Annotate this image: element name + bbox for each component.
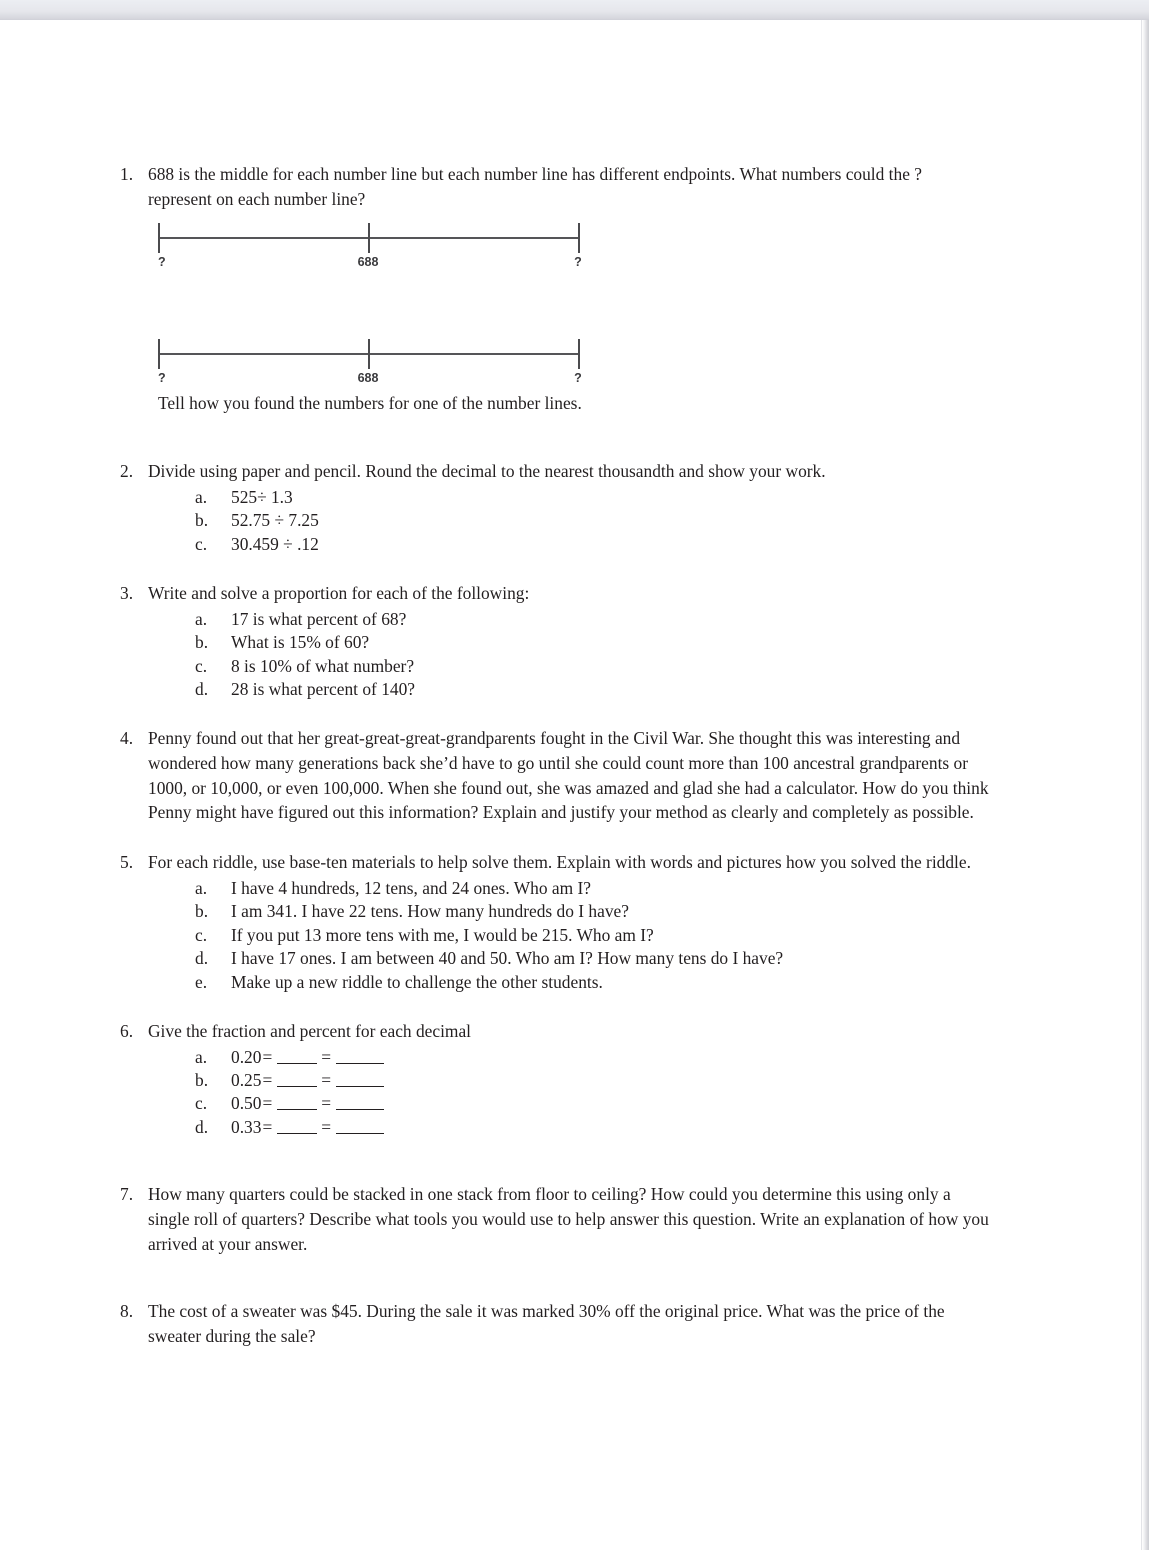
sub-item-letter: d. [195, 678, 209, 699]
question-6-text: Give the fraction and percent for each decimal [148, 1020, 472, 1041]
sub-item-letter: e. [195, 971, 208, 992]
equals-sign: = [262, 1070, 273, 1091]
number-line-2 [158, 337, 580, 371]
list-item [110, 900, 990, 923]
decimal-value: 0.25 [231, 1070, 262, 1091]
sub-item-letter: b. [195, 632, 209, 653]
sub-item-text: I am 341. I have 22 tens. How many hundreds do I have? [231, 901, 629, 922]
sub-item-letter: d. [195, 1116, 209, 1137]
question-1 [110, 162, 990, 211]
question-7 [110, 1182, 990, 1256]
equals-sign: = [321, 1093, 332, 1114]
question-2-text: Divide using paper and pencil. Round the decimal to the nearest thousandth and show your work. [148, 461, 826, 482]
sub-item-text [231, 1069, 990, 1092]
question-3-number: 3. [120, 583, 134, 604]
sub-item-letter: a. [195, 877, 208, 898]
worksheet-content [110, 162, 990, 1349]
sub-item-letter: d. [195, 948, 209, 969]
question-3-text: Write and solve a proportion for each of the following: [148, 583, 530, 604]
sub-item-text: I have 4 hundreds, 12 tens, and 24 ones. Who am I? [231, 877, 591, 898]
sub-item-text: 525÷ 1.3 [231, 486, 293, 507]
list-item [110, 486, 990, 509]
sub-item-letter: a. [195, 608, 208, 629]
number-line-2-left-tick [158, 339, 160, 369]
window-right-chrome-edge [1142, 20, 1149, 1550]
page-sheet [0, 20, 1142, 1550]
number-line-1-middle-tick [368, 223, 370, 253]
fraction-blank-field[interactable] [277, 1063, 317, 1064]
fraction-blank-field[interactable] [277, 1086, 317, 1087]
sub-item-letter: c. [195, 533, 208, 554]
sub-item-letter: c. [195, 924, 208, 945]
sub-item-letter: a. [195, 486, 208, 507]
sub-item-text: 17 is what percent of 68? [231, 608, 407, 629]
question-8-number: 8. [120, 1301, 134, 1322]
question-8 [110, 1299, 990, 1348]
sub-item-letter: a. [195, 1046, 208, 1067]
question-4-text: Penny found out that her great-great-great-grandparents fought in the Civil War. She thought this was interesting and wondered how many generations back she’d have to go until she could count more than 100 ancestral grandparents or 1000, or 10,000, or even 100,000. When she found out, she was amazed and glad she had a calculator. How do you think Penny might have figured out this information? Explain and justify your method as clearly and completely as possible. [148, 728, 989, 823]
number-line-2-right-tick [578, 339, 580, 369]
question-4-number: 4. [120, 728, 134, 749]
number-line-2-middle-tick [368, 339, 370, 369]
question-5 [110, 850, 990, 875]
number-line-2-middle-label: 688 [357, 371, 379, 386]
sub-item-text [231, 1116, 990, 1139]
question-1-text: 688 is the middle for each number line but each number line has different endpoints. What numbers could the ? represent on each number line? [148, 164, 922, 209]
sub-item-text: What is 15% of 60? [231, 632, 370, 653]
question-1-closing-text: Tell how you found the numbers for one of the number lines. [158, 393, 582, 414]
question-6-sublist [110, 1046, 990, 1140]
list-item [110, 924, 990, 947]
percent-blank-field[interactable] [336, 1109, 384, 1110]
fraction-blank-field[interactable] [277, 1133, 317, 1134]
sub-item-text [231, 1092, 990, 1115]
equals-sign: = [321, 1070, 332, 1091]
equals-sign: = [262, 1116, 273, 1137]
number-line-1-left-label: ? [158, 255, 166, 270]
question-3 [110, 581, 990, 606]
percent-blank-field[interactable] [336, 1063, 384, 1064]
sub-item-text [231, 1046, 990, 1069]
sub-item-text: I have 17 ones. I am between 40 and 50. Who am I? How many tens do I have? [231, 948, 784, 969]
list-item [110, 877, 990, 900]
percent-blank-field[interactable] [336, 1086, 384, 1087]
decimal-value: 0.50 [231, 1093, 262, 1114]
sub-item-text: 30.459 ÷ .12 [231, 533, 319, 554]
question-8-text: The cost of a sweater was $45. During the sale it was marked 30% off the original price. What was the price of the sweater during the sale? [148, 1301, 945, 1347]
equals-sign: = [262, 1046, 273, 1067]
sub-item-letter: c. [195, 1093, 208, 1114]
question-4 [110, 726, 990, 825]
number-line-figure [110, 211, 990, 391]
sub-item-letter: b. [195, 510, 209, 531]
number-line-1 [158, 221, 580, 255]
equals-sign: = [262, 1093, 273, 1114]
question-3-sublist [110, 608, 990, 702]
question-5-number: 5. [120, 852, 134, 873]
window-top-chrome-bar [0, 0, 1149, 20]
list-item [110, 608, 990, 631]
question-1-number: 1. [120, 164, 134, 184]
list-item [110, 971, 990, 994]
question-2-sublist [110, 486, 990, 556]
list-item [110, 509, 990, 532]
question-7-text: How many quarters could be stacked in one stack from floor to ceiling? How could you determine this using only a single roll of quarters? Describe what tools you would use to help answer this question. Write an explanation of how you arrived at your answer. [148, 1184, 989, 1254]
sub-item-text: Make up a new riddle to challenge the other students. [231, 971, 603, 992]
fraction-blank-field[interactable] [277, 1109, 317, 1110]
decimal-value: 0.33 [231, 1116, 262, 1137]
equals-sign: = [321, 1116, 332, 1137]
list-item [110, 655, 990, 678]
question-5-sublist [110, 877, 990, 994]
list-item [110, 1046, 990, 1069]
list-item [110, 678, 990, 701]
question-6 [110, 1019, 990, 1044]
list-item [110, 533, 990, 556]
question-6-number: 6. [120, 1020, 134, 1041]
list-item [110, 947, 990, 970]
number-line-2-labels [158, 371, 580, 391]
number-line-1-right-tick [578, 223, 580, 253]
sub-item-text: If you put 13 more tens with me, I would be 215. Who am I? [231, 924, 654, 945]
sub-item-text: 8 is 10% of what number? [231, 655, 415, 676]
list-item [110, 1069, 990, 1092]
number-line-2-right-label: ? [574, 371, 582, 386]
list-item [110, 631, 990, 654]
list-item [110, 1092, 990, 1115]
sub-item-text: 28 is what percent of 140? [231, 678, 415, 699]
list-item [110, 1116, 990, 1139]
number-line-1-left-tick [158, 223, 160, 253]
equals-sign: = [321, 1046, 332, 1067]
number-line-1-middle-label: 688 [357, 255, 379, 270]
number-line-2-left-label: ? [158, 371, 166, 386]
sub-item-letter: b. [195, 901, 209, 922]
sub-item-text: 52.75 ÷ 7.25 [231, 510, 319, 531]
sub-item-letter: c. [195, 655, 208, 676]
question-2 [110, 459, 990, 484]
decimal-value: 0.20 [231, 1046, 262, 1067]
percent-blank-field[interactable] [336, 1133, 384, 1134]
number-line-1-labels [158, 255, 580, 275]
question-7-number: 7. [120, 1184, 134, 1205]
sub-item-letter: b. [195, 1070, 209, 1091]
question-2-number: 2. [120, 461, 134, 482]
question-5-text: For each riddle, use base-ten materials to help solve them. Explain with words and pictures how you solved the riddle. [148, 852, 971, 873]
number-line-1-right-label: ? [574, 255, 582, 270]
